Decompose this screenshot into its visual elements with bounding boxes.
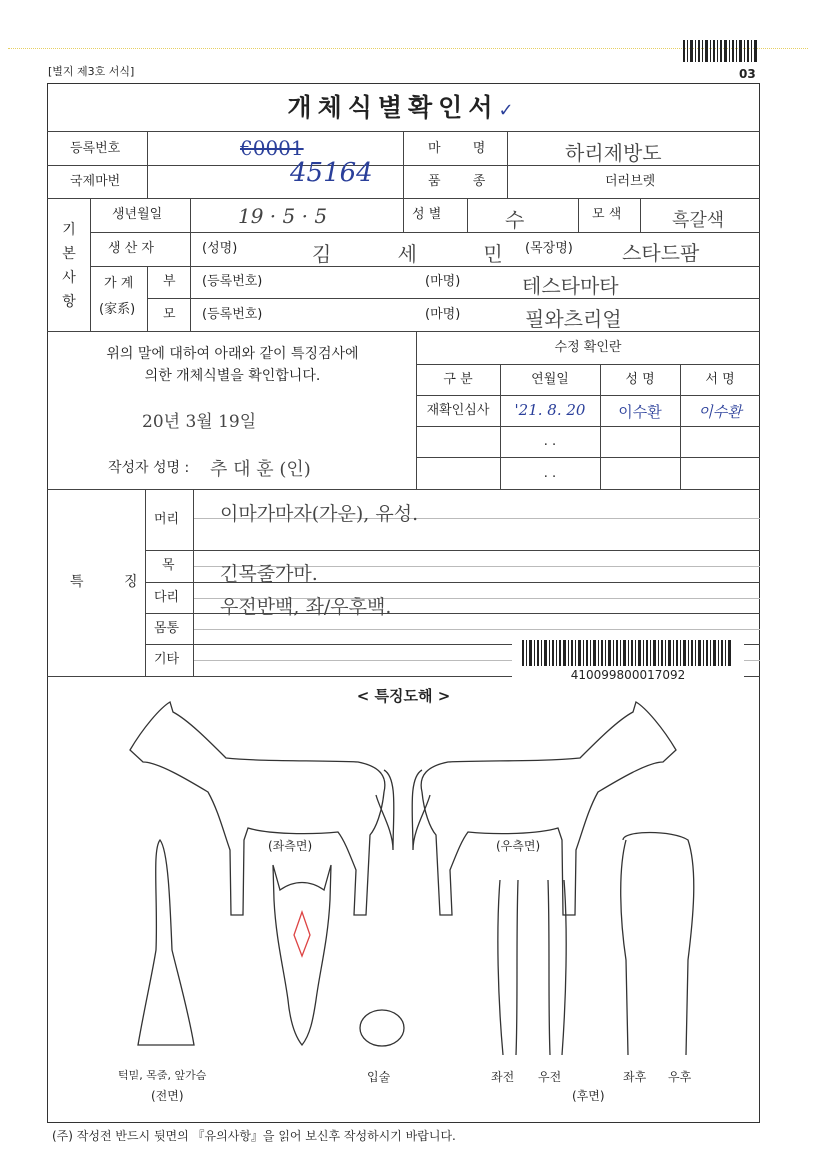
feature-other-label: 기타 [154,652,180,667]
statement-line-2: 의한 개체식별을 확인합니다. [144,368,321,384]
birth-value: 19 · 5 · 5 [238,204,328,228]
feature-neck-value: 긴목줄가마. [220,563,318,585]
sire-label: 부 [163,274,176,289]
page-number: 03 [739,67,756,81]
barcode [522,640,734,666]
pedigree-label: 가 계 [104,276,134,291]
page-title: 개체식별확인서✓ [287,93,520,122]
right-side-caption: (우측면) [496,839,541,853]
intl-no-label: 국제마번 [70,174,121,189]
basic-section-label: 기 본 사 항 [62,222,76,310]
rule [416,395,760,396]
rule [578,198,579,232]
right-hind-caption: 우후 [668,1070,692,1084]
rule [147,131,148,198]
sire-name-value: 테스타마타 [522,274,619,298]
front-neck-view [138,840,194,1045]
horse-name-label: 마 명 [428,141,500,156]
dam-name-value: 필와츠리얼 [525,307,622,331]
rule [403,131,404,198]
lips-caption: 입술 [367,1070,391,1084]
pedigree-hanja: (家系) [99,302,136,317]
writer-value: 추 대 훈 (인) [210,459,311,480]
sex-value: 수 [505,208,525,232]
form-tag: [별지 제3호 서식] [48,65,135,78]
rule [90,198,91,331]
breed-label: 품 종 [428,174,500,189]
feature-neck-label: 목 [162,558,175,573]
front-caption-1: 턱밑, 목줄, 앞가슴 [118,1069,207,1080]
sire-name-label: (마명) [425,274,461,289]
features-section-label: 특 징 [70,574,156,590]
dam-name-label: (마명) [425,307,461,322]
horse-diagram [48,700,758,1080]
barcode-number: 410099800017092 [570,668,686,682]
rule [147,298,760,299]
breed-value: 더러브렛 [605,174,656,189]
feature-legs-value: 우전반백, 좌/우후백. [220,596,392,618]
feature-head-value: 이마가마자(가운), 유성. [220,503,419,525]
revision-row-date: . . [543,466,557,481]
revision-row-date: . . [543,434,557,449]
revision-row-sign: 이수환 [698,403,742,421]
horse-name-value: 하리제방도 [565,141,662,165]
check-mark: ✓ [498,100,520,121]
rule [403,198,404,232]
revision-header-name: 성 명 [625,372,655,387]
dam-reg-label: (등록번호) [202,307,263,322]
feature-body-label: 몸통 [154,621,180,636]
right-front-caption: 우전 [538,1070,562,1084]
rear-view [621,833,694,1056]
producer-label: 생 산 자 [108,241,154,256]
writing-line [193,629,760,630]
rule [190,266,191,331]
rule [467,198,468,232]
color-label: 모 색 [592,207,622,222]
diagram-title: < 특징도해 > [356,687,451,705]
left-side-caption: (좌측면) [268,839,313,853]
rule [416,364,760,365]
rule [193,489,194,676]
sire-reg-label: (등록번호) [202,274,263,289]
front-caption-2: (전면) [151,1089,184,1103]
writer-label: 작성자 성명 : [108,460,190,476]
farm-value: 스타드팜 [622,241,700,265]
revision-row-date: '21. 8. 20 [514,401,586,419]
rear-caption: (후면) [572,1089,605,1103]
right-side-horse [412,702,676,915]
front-legs-view [498,880,566,1055]
feature-legs-label: 다리 [154,590,180,605]
left-hind-caption: 좌후 [623,1070,647,1084]
rule [416,457,760,458]
rule [47,489,760,490]
lips-view [360,1010,404,1046]
birth-label: 생년월일 [112,207,163,222]
rule [507,131,508,198]
farm-label: (목장명) [525,241,573,256]
left-front-caption: 좌전 [491,1070,515,1084]
reg-no-value: 45164 [290,158,373,188]
revision-title: 수정 확인란 [554,340,622,355]
confirm-date: 20년 3월 19일 [142,412,257,432]
rule [47,331,760,332]
feature-head-label: 머리 [154,512,180,527]
revision-row-name: 이수환 [618,403,662,421]
rule [190,198,191,266]
producer-name-value: 김 세 민 [312,242,533,266]
left-side-horse [130,702,394,915]
rule [640,198,641,232]
revision-header-sign: 서 명 [705,372,735,387]
revision-header-type: 구 분 [443,372,473,387]
face-marking [294,912,310,956]
rule [147,266,148,331]
reg-no-struck: €0001 [240,136,304,160]
sex-label: 성 별 [412,207,442,222]
revision-row-type: 재확인심사 [426,403,490,418]
reg-no-label: 등록번호 [70,141,121,156]
top-barcode [683,40,759,62]
revision-header-date: 연월일 [531,372,569,387]
color-value: 흑갈색 [672,210,725,231]
rule [416,426,760,427]
dam-label: 모 [163,307,176,322]
footer-note: (주) 작성전 반드시 뒷면의 『유의사항』을 읽어 보신후 작성하시기 바랍니다. [52,1129,456,1143]
rule [145,550,760,551]
producer-name-label: (성명) [202,241,238,256]
statement-line-1: 위의 말에 대하여 아래와 같이 특징검사에 [106,346,359,362]
